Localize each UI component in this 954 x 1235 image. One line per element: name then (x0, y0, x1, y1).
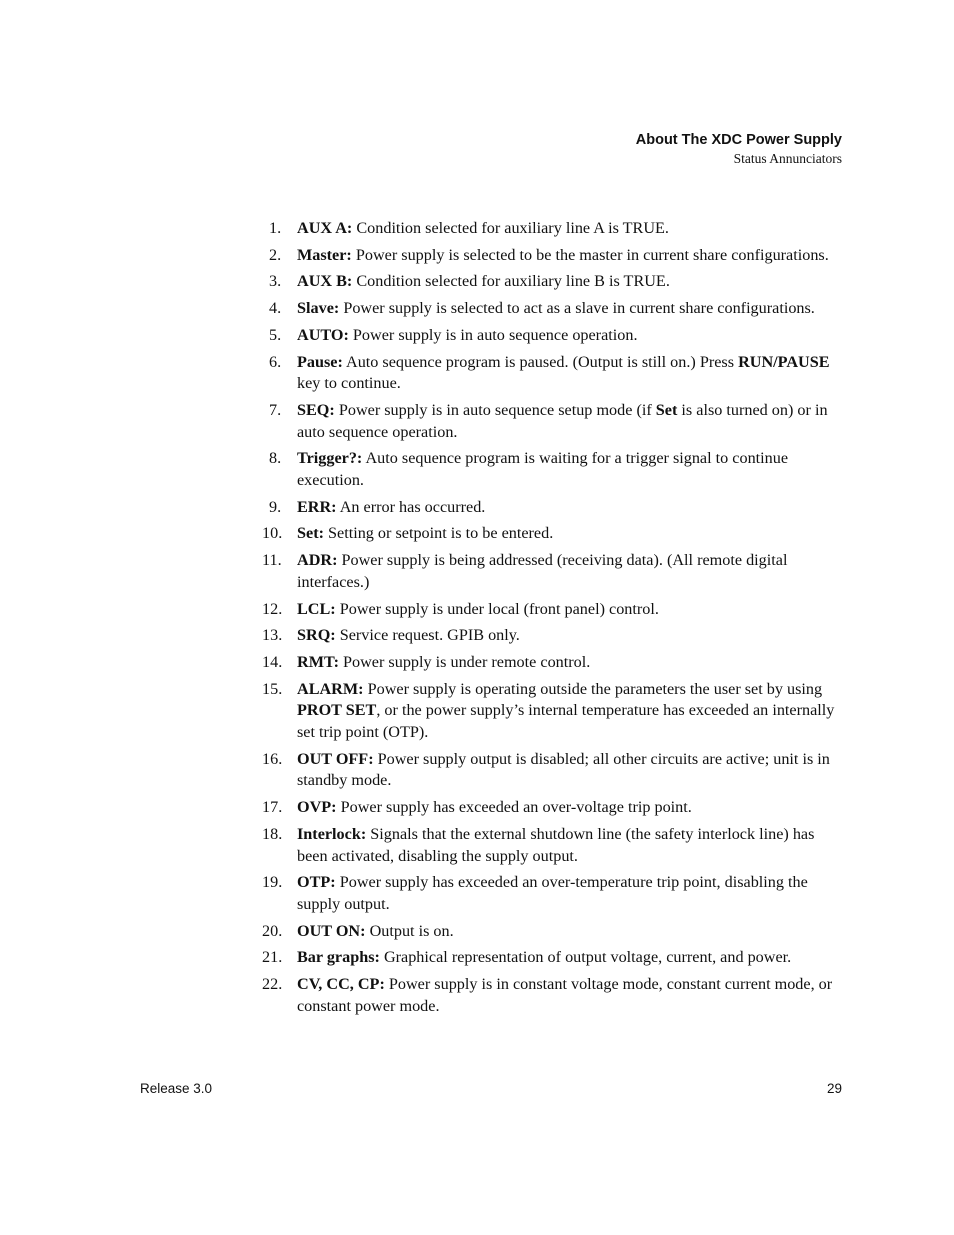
item-number: 21. (262, 948, 283, 967)
item-term: LCL: (297, 599, 336, 618)
item-body (297, 625, 846, 647)
description-text: Power supply has exceeded an over-temperature trip point, disabling the supply output. (297, 873, 808, 913)
list-item (262, 797, 846, 819)
list-item (262, 550, 846, 593)
item-term: Set: (297, 524, 324, 543)
footer-release: Release 3.0 (140, 1081, 213, 1096)
description-text: Power supply is under remote control. (338, 652, 591, 671)
item-body (297, 749, 846, 792)
item-number: 12. (262, 599, 283, 618)
item-body (297, 652, 846, 674)
description-text: Auto sequence program is waiting for a trigger signal to continue execution. (297, 449, 789, 490)
list-item (262, 749, 846, 792)
description-text: Condition selected for auxiliary line A is TRUE. (352, 219, 669, 237)
description-text: Power supply output is disabled; all other circuits are active; unit is in standby mode. (297, 749, 830, 790)
list-item (262, 947, 846, 969)
item-number: 6. (269, 352, 282, 371)
item-number: 16. (262, 749, 283, 768)
description-emphasis: PROT SET (297, 701, 377, 720)
annunciator-list (262, 218, 846, 1023)
item-description (297, 680, 834, 741)
item-description (337, 798, 692, 816)
description-text: , or the power supply’s internal temperature has exceeded an internally set trip point (OTP). (297, 701, 835, 742)
header-subtitle: Status Annunciators (733, 151, 842, 166)
item-description (349, 326, 638, 344)
list-item (262, 652, 846, 674)
item-body (297, 448, 846, 491)
item-number: 1. (269, 219, 282, 237)
item-number: 2. (269, 245, 282, 264)
list-item (262, 679, 846, 744)
description-text: Service request. GPIB only. (335, 626, 520, 645)
item-description (352, 219, 669, 237)
item-term: Master: (297, 245, 352, 264)
item-description (324, 524, 553, 542)
item-description (352, 272, 670, 290)
description-text: is also turned on) or in auto sequence operation. (297, 400, 828, 441)
list-item (262, 245, 846, 267)
running-header (636, 130, 842, 168)
list-item (262, 497, 846, 519)
description-text: Power supply has exceeded an over-voltage trip point. (336, 798, 692, 817)
item-body (297, 974, 846, 1017)
item-description (380, 948, 791, 966)
item-description (366, 922, 454, 940)
description-text: Power supply is under local (front panel) control. (335, 599, 659, 618)
item-description (339, 299, 815, 317)
item-body (297, 824, 846, 867)
description-text: Power supply is selected to act as a slave in current share configurations. (339, 299, 815, 318)
list-item (262, 448, 846, 491)
description-text: Power supply is in auto sequence operation. (348, 325, 638, 344)
item-body (297, 797, 846, 819)
item-number: 11. (262, 551, 282, 570)
item-term: AUTO: (297, 325, 349, 344)
item-body (297, 872, 846, 915)
item-term: CV, CC, CP: (297, 975, 385, 994)
item-number: 7. (269, 400, 282, 419)
item-term: ERR: (297, 497, 337, 516)
description-text: Signals that the external shutdown line (the safety interlock line) has been activated, disabling the supply output. (297, 824, 815, 865)
item-number: 15. (262, 679, 283, 698)
description-text: Setting or setpoint is to be entered. (323, 524, 554, 543)
description-emphasis: Set (655, 400, 678, 419)
item-term: Interlock: (297, 824, 367, 843)
item-description (297, 449, 788, 489)
page-number: 29 (826, 1081, 842, 1096)
description-text: An error has occurred. (336, 497, 486, 516)
item-number: 22. (262, 975, 283, 994)
item-term: Bar graphs: (297, 948, 380, 967)
item-description (297, 750, 830, 790)
item-description (297, 825, 814, 865)
item-body (297, 497, 846, 519)
item-body (297, 325, 846, 347)
item-number: 20. (262, 921, 283, 940)
item-number: 8. (269, 449, 282, 468)
item-term: AUX A: (297, 219, 353, 237)
list-item (262, 400, 846, 443)
description-text: key to continue. (297, 374, 401, 393)
item-body (297, 352, 846, 395)
item-body (297, 679, 846, 744)
item-body (297, 271, 846, 293)
item-body (297, 298, 846, 320)
item-number: 4. (269, 299, 282, 318)
description-text: Condition selected for auxiliary line B is TRUE. (352, 272, 670, 291)
item-body (297, 218, 846, 240)
item-term: RMT: (297, 652, 339, 671)
item-term: Trigger?: (297, 449, 363, 468)
item-term: OUT ON: (297, 921, 366, 940)
item-number: 5. (269, 325, 282, 344)
item-number: 10. (262, 524, 283, 543)
list-item (262, 974, 846, 1017)
item-number: 19. (262, 873, 283, 892)
description-text: Power supply is in constant voltage mode, constant current mode, or constant power mode. (297, 975, 833, 1015)
list-item (262, 824, 846, 867)
item-number: 13. (262, 626, 283, 645)
item-term: OVP: (297, 798, 337, 817)
header-title: About The XDC Power Supply (635, 132, 842, 148)
list-item (262, 218, 846, 240)
item-description (297, 401, 828, 441)
item-body (297, 523, 846, 545)
description-text: Graphical representation of output voltage, current, and power. (379, 948, 792, 967)
item-term: SRQ: (297, 626, 336, 645)
list-item (262, 271, 846, 293)
item-body (297, 400, 846, 443)
list-item (262, 352, 846, 395)
item-term: ADR: (297, 551, 338, 570)
item-description (336, 600, 659, 618)
description-text: Power supply is being addressed (receiving data). (All remote digital interfaces.) (297, 551, 788, 591)
item-term: SEQ: (297, 400, 335, 419)
item-description (297, 551, 787, 591)
item-body (297, 550, 846, 593)
item-number: 14. (262, 652, 283, 671)
description-text: Power supply is operating outside the parameters the user set by using (363, 679, 823, 698)
list-item (262, 599, 846, 621)
list-item (262, 325, 846, 347)
list-item (262, 625, 846, 647)
item-description (352, 246, 829, 264)
item-term: OTP: (297, 873, 336, 892)
list-item (262, 523, 846, 545)
item-number: 17. (262, 798, 283, 817)
item-term: Slave: (297, 299, 340, 318)
item-description (337, 498, 486, 516)
list-item (262, 298, 846, 320)
item-number: 9. (269, 497, 282, 516)
item-number: 18. (262, 824, 283, 843)
item-description (297, 873, 808, 913)
description-text: Output is on. (365, 921, 454, 940)
list-item (262, 872, 846, 915)
item-number: 3. (269, 272, 282, 291)
description-text: Power supply is selected to be the master in current share configurations. (351, 245, 829, 264)
item-body (297, 245, 846, 267)
item-body (297, 947, 846, 969)
item-term: ALARM: (297, 679, 364, 698)
item-body (297, 599, 846, 621)
description-text: Power supply is in auto sequence setup mode (if (334, 400, 656, 419)
list-item (262, 921, 846, 943)
item-description (336, 626, 520, 644)
description-text: Auto sequence program is paused. (Output is still on.) Press (342, 352, 739, 371)
item-description (297, 353, 830, 393)
item-body (297, 921, 846, 943)
item-term: OUT OFF: (297, 749, 374, 768)
description-emphasis: RUN/PAUSE (738, 352, 830, 371)
item-description (339, 653, 590, 671)
item-term: Pause: (297, 352, 343, 371)
item-term: AUX B: (297, 272, 353, 291)
